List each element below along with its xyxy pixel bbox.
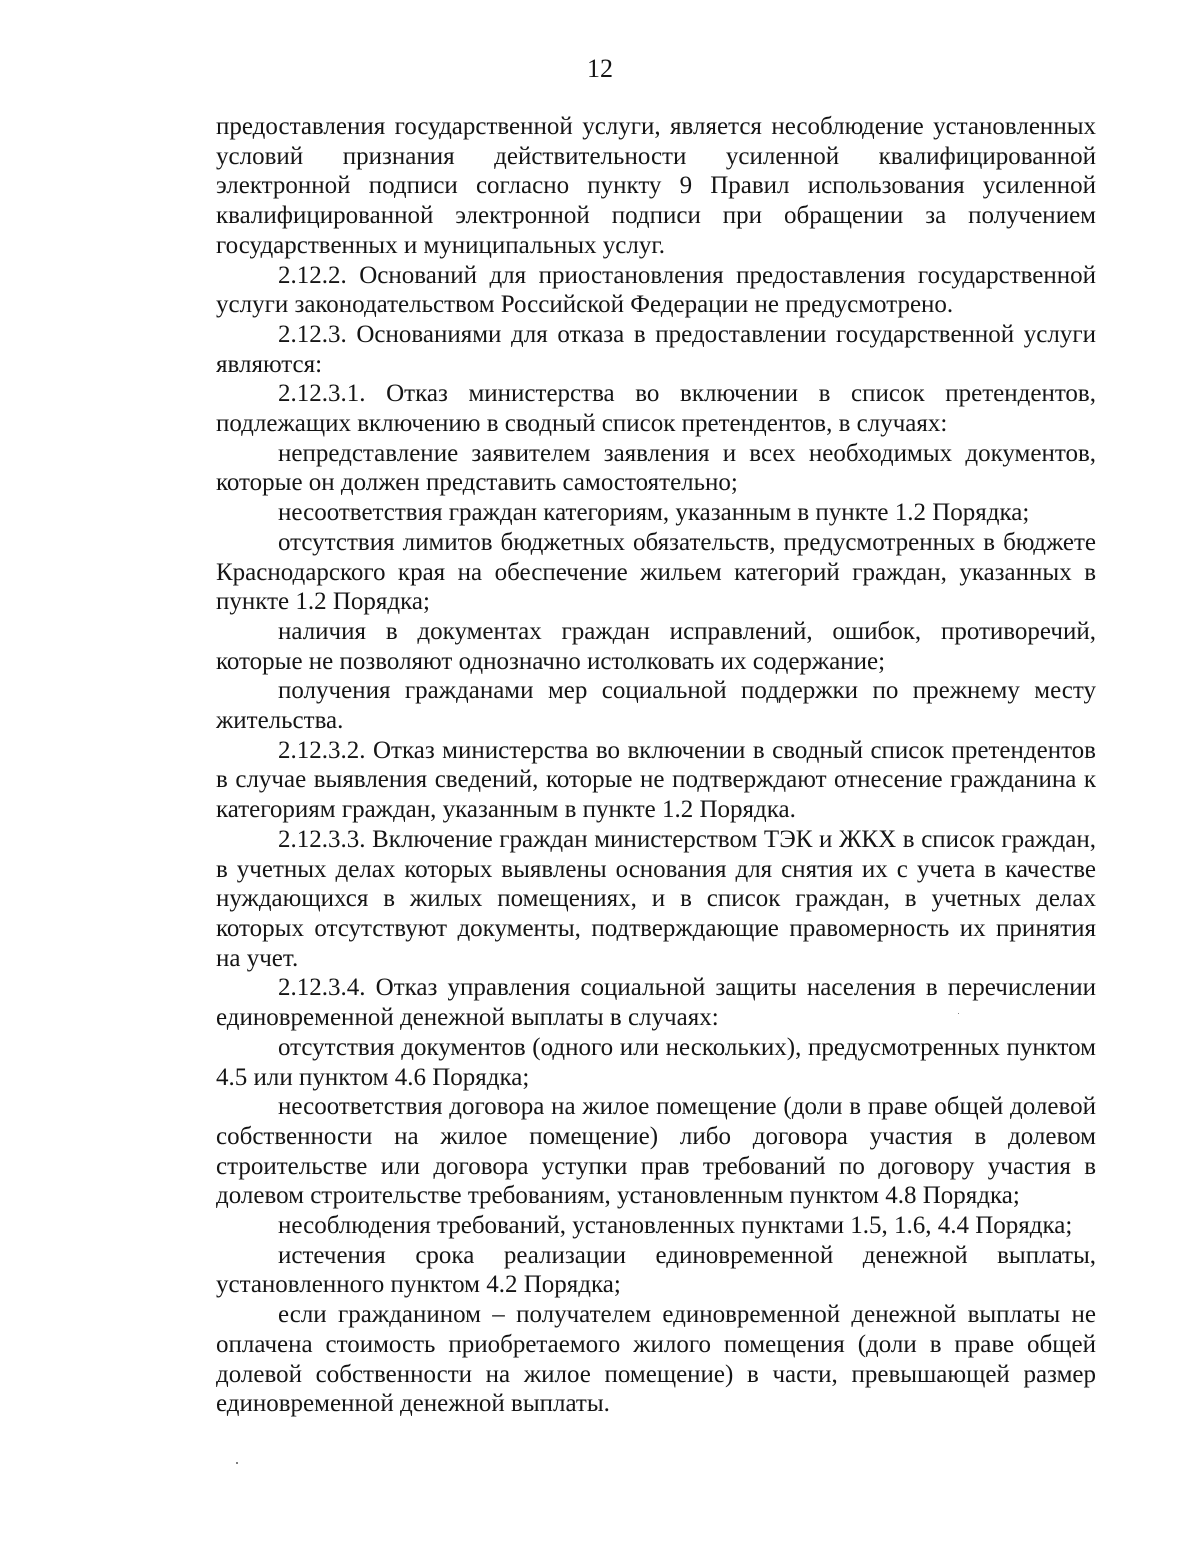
list-item: несоблюдения требований, установленных пунктами 1.5, 1.6, 4.4 Порядка; bbox=[278, 1212, 1073, 1240]
paragraph-2-12-3-2: 2.12.3.2. Отказ министерства во включении в сводный список претендентов в случае выявления сведений, которые не подтверждают отнесение гражданина к категориям граждан, указанным в пункте 1.2 Порядка. bbox=[216, 736, 1096, 824]
list-item: если гражданином – получателем единовременной денежной выплаты не оплачена стоимость приобретаемого жилого помещения (доли в праве общей долевой собственности на жилое помещение) в части, превышающей размер единовременной денежной выплаты. bbox=[216, 1301, 1096, 1418]
paragraph-2-12-3-1: 2.12.3.1. Отказ министерства во включении в список претендентов, подлежащих включению в сводный список претендентов, в случаях: bbox=[216, 380, 1096, 438]
paragraph-continuation: предоставления государственной услуги, является несоблюдение установленных условий признания действительности усиленной квалифицированной электронной подписи согласно пункту 9 Правил использования усиленной квалифицированной электронной подписи при обращении за получением государственных и муниципальных услуг. bbox=[216, 113, 1096, 259]
paragraph-2-12-3-4: 2.12.3.4. Отказ управления социальной защиты населения в перечислении единовременной денежной выплаты в случаях: bbox=[216, 974, 1096, 1032]
document-body bbox=[216, 112, 1096, 1419]
list-item: истечения срока реализации единовременной денежной выплаты, установленного пунктом 4.2 Порядка; bbox=[216, 1241, 1096, 1299]
paragraph-2-12-3: 2.12.3. Основаниями для отказа в предоставлении государственной услуги являются: bbox=[216, 320, 1096, 378]
page-number: 12 bbox=[587, 54, 613, 83]
list-item: отсутствия документов (одного или нескольких), предусмотренных пунктом 4.5 или пунктом 4.6 Порядка; bbox=[216, 1033, 1096, 1091]
list-item: отсутствия лимитов бюджетных обязательств, предусмотренных в бюджете Краснодарского края на обеспечение жильем категорий граждан, указанных в пункте 1.2 Порядка; bbox=[216, 528, 1096, 616]
list-item: несоответствия граждан категориям, указанным в пункте 1.2 Порядка; bbox=[278, 499, 1030, 527]
paragraph-2-12-2: 2.12.2. Оснований для приостановления предоставления государственной услуги законодательством Российской Федерации не предусмотрено. bbox=[216, 261, 1096, 319]
list-item: непредставление заявителем заявления и всех необходимых документов, которые он должен представить самостоятельно; bbox=[216, 439, 1096, 497]
list-item: получения гражданами мер социальной поддержки по прежнему месту жительства. bbox=[216, 677, 1096, 735]
scan-speck bbox=[958, 1013, 959, 1014]
list-item: несоответствия договора на жилое помещение (доли в праве общей долевой собственности на жилое помещение) либо договора участия в долевом строительстве или договора уступки прав требований по договору участия в долевом строительстве требованиям, установленным пунктом 4.8 Порядка; bbox=[216, 1093, 1096, 1210]
scan-speck bbox=[236, 1462, 238, 1464]
paragraph-2-12-3-3: 2.12.3.3. Включение граждан министерством ТЭК и ЖКХ в список граждан, в учетных делах которых выявлены основания для снятия их с учета в качестве нуждающихся в жилых помещениях, и в список граждан, в учетных делах которых отсутствуют документы, подтверждающие правомерность их принятия на учет. bbox=[216, 825, 1096, 972]
list-item: наличия в документах граждан исправлений, ошибок, противоречий, которые не позволяют однозначно истолковать их содержание; bbox=[216, 617, 1096, 675]
